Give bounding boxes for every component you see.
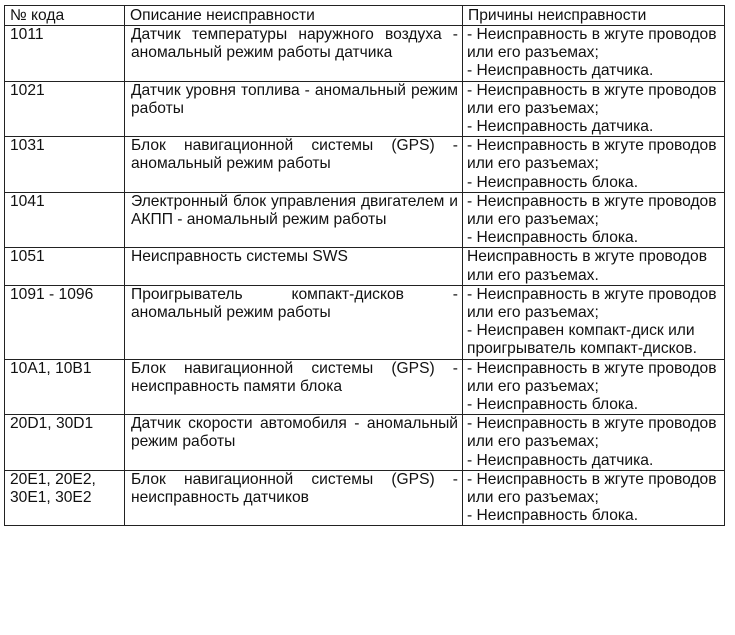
cause-item: - Неисправность в жгуте проводов или его разъемах; <box>467 285 717 322</box>
description-cell: Датчик температуры наружного воздуха - аномальный режим работы датчика <box>125 26 463 82</box>
causes-cell <box>463 285 725 359</box>
cause-item: - Неисправность в жгуте проводов или его разъемах; <box>467 26 717 62</box>
header-causes: Причины неисправности <box>463 6 725 26</box>
code-cell: 1051 <box>5 248 125 285</box>
cause-item: - Неисправность блока. <box>467 507 639 525</box>
code-cell: 10A1, 10B1 <box>5 359 125 415</box>
cause-item: - Неисправность блока. <box>467 396 639 414</box>
description-cell: Блок навигационной системы (GPS) - неисправность памяти блока <box>125 359 463 415</box>
causes-cell <box>463 248 725 285</box>
causes-cell <box>463 26 725 82</box>
code-cell: 1021 <box>5 81 125 137</box>
cause-item: - Неисправность в жгуте проводов или его разъемах; <box>467 137 717 173</box>
cause-item: - Неисправен компакт-диск или проигрыватель компакт-дисков. <box>467 322 697 358</box>
table-row <box>5 285 725 359</box>
code-cell: 20D1, 30D1 <box>5 415 125 471</box>
causes-cell <box>463 359 725 415</box>
description-cell: Блок навигационной системы (GPS) - неисправность датчиков <box>125 470 463 526</box>
causes-cell <box>463 192 725 248</box>
description-cell: Датчик уровня топлива - аномальный режим работы <box>125 81 463 137</box>
cause-item: - Неисправность в жгуте проводов или его разъемах; <box>467 192 717 229</box>
description-cell: Проигрыватель компакт-дисков - аномальный режим работы <box>125 285 463 359</box>
table-row <box>5 137 725 193</box>
description-cell: Датчик скорости автомобиля - аномальный режим работы <box>125 415 463 471</box>
table-row <box>5 415 725 471</box>
cause-item: - Неисправность датчика. <box>467 118 654 136</box>
cause-item: - Неисправность датчика. <box>467 62 654 80</box>
cause-item: - Неисправность в жгуте проводов или его разъемах; <box>467 359 717 395</box>
causes-cell <box>463 470 725 526</box>
code-cell: 1041 <box>5 192 125 248</box>
description-cell: Блок навигационной системы (GPS) - аномальный режим работы <box>125 137 463 193</box>
cause-item: Неисправность в жгуте проводов или его разъемах. <box>467 248 707 284</box>
cause-item: - Неисправность в жгуте проводов или его разъемах; <box>467 81 717 117</box>
header-code: № кода <box>5 6 125 26</box>
cause-item: - Неисправность в жгуте проводов или его разъемах; <box>467 470 717 507</box>
fault-codes-table <box>4 5 725 526</box>
description-cell: Электронный блок управления двигателем и АКПП - аномальный режим работы <box>125 192 463 248</box>
cause-item: - Неисправность в жгуте проводов или его разъемах; <box>467 415 717 451</box>
code-cell: 20E1, 20E2, 30E1, 30E2 <box>5 470 125 526</box>
description-cell: Неисправность системы SWS <box>125 248 463 285</box>
table-row <box>5 248 725 285</box>
table-row <box>5 470 725 526</box>
table-header-row <box>5 6 725 26</box>
table-row <box>5 192 725 248</box>
table-row <box>5 26 725 82</box>
code-cell: 1031 <box>5 137 125 193</box>
code-cell: 1091 - 1096 <box>5 285 125 359</box>
code-cell: 1011 <box>5 26 125 82</box>
causes-cell <box>463 137 725 193</box>
table-row <box>5 81 725 137</box>
cause-item: - Неисправность блока. <box>467 173 639 191</box>
causes-cell <box>463 415 725 471</box>
header-description: Описание неисправности <box>125 6 463 26</box>
cause-item: - Неисправность датчика. <box>467 451 654 469</box>
cause-item: - Неисправность блока. <box>467 229 639 247</box>
table-row <box>5 359 725 415</box>
causes-cell <box>463 81 725 137</box>
